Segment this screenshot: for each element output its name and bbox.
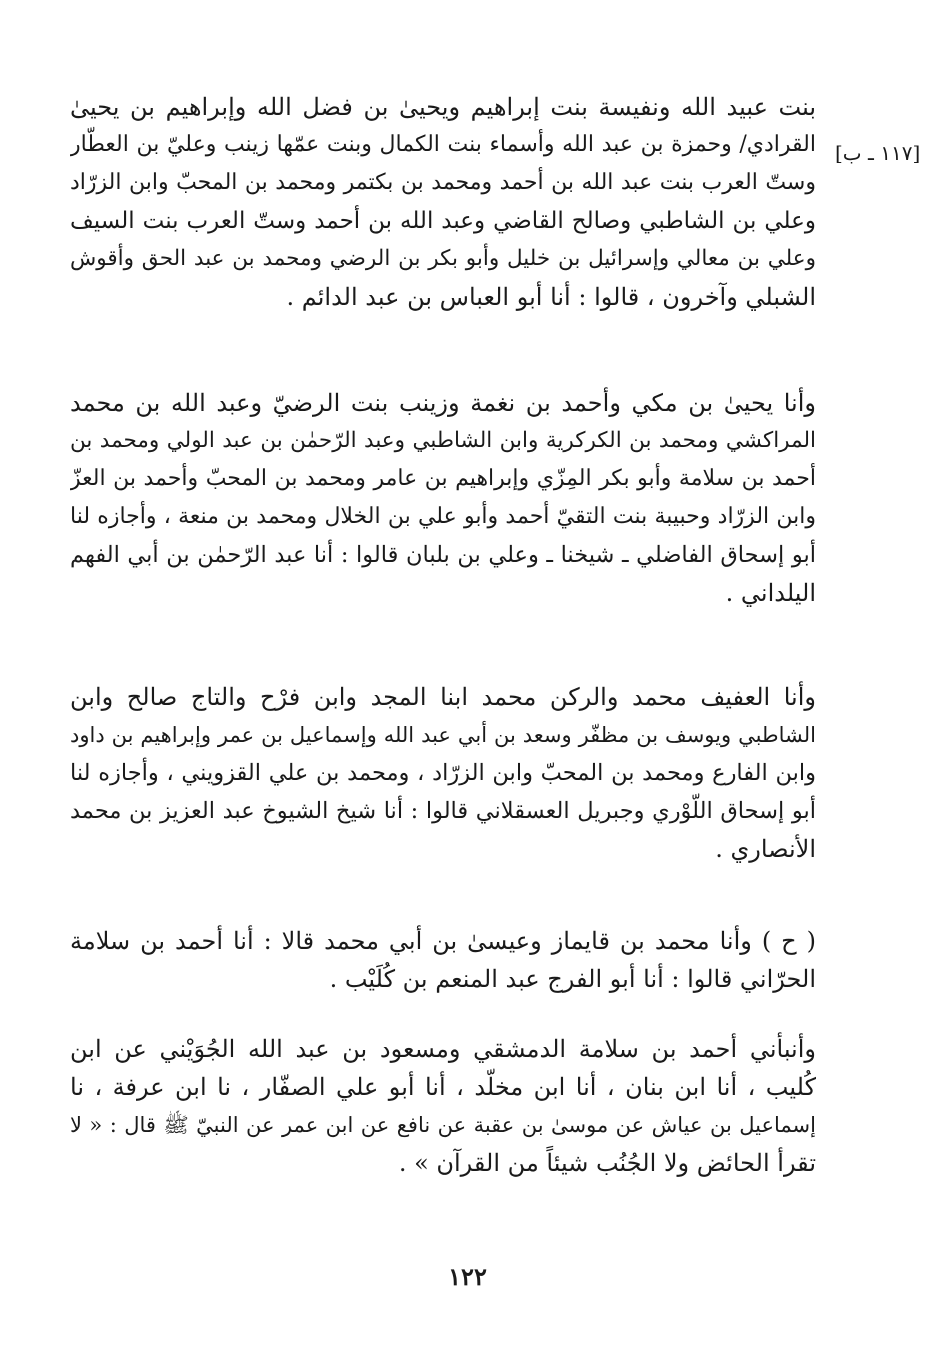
text-line: المراكشي ومحمد بن الكركرية وابن الشاطبي وعبد الرّحمٰن بن عبد الولي ومحمد بن [70,428,816,453]
page-number: ١٢٢ [448,1262,487,1291]
text-line: وستّ العرب بنت عبد الله بن أحمد ومحمد بن بكتمر ومحمد بن المحبّ وابن الزرّاد [70,170,816,195]
text-line: وأنبأني أحمد بن سلامة الدمشقي ومسعود بن عبد الله الجُوَيْني عن ابن [70,1035,816,1063]
text-line: الحرّاني قالوا : أنا أبو الفرج عبد المنعم بن كُلَيْب . [329,965,816,993]
text-line: أبو إسحاق اللّوْري وجبريل العسقلاني قالوا : أنا شيخ الشيوخ عبد العزيز بن محمد [70,798,816,824]
paragraph-3 [70,678,816,868]
text-line: بنت عبيد الله ونفيسة بنت إبراهيم ويحيىٰ بن فضل الله وإبراهيم بن يحيىٰ [70,93,816,121]
text-line: وابن الفارع ومحمد بن المحبّ وابن الزرّاد ، ومحمد بن علي القزويني ، وأجازه لنا [70,760,816,786]
text-line: أحمد بن سلامة وأبو بكر المِزّي وإبراهيم بن عامر ومحمد بن المحبّ وأحمد بن العزّ [70,466,816,491]
text-line: أبو إسحاق الفاضلي ـ شيخنا ـ وعلي بن بلبان قالوا : أنا عبد الرّحمٰن بن أبي الفهم [70,542,816,568]
text-line: كُليب ، أنا ابن بنان ، أنا ابن مخلّد ، أنا أبو علي الصفّار ، نا ابن عرفة ، نا [70,1073,816,1101]
text-line: وابن الزرّاد وحبيبة بنت التقيّ أحمد وأبو علي بن الخلال ومحمد بن منعة ، وأجازه لنا [70,504,816,529]
text-line: وعلي بن الشاطبي وصالح القاضي وعبد الله بن أحمد وستّ العرب بنت السيف [70,208,816,234]
paragraph-4 [70,922,816,998]
paragraph-5 [70,1030,816,1182]
text-line: ( ح ) وأنا محمد بن قايماز وعيسىٰ بن أبي محمد قالا : أنا أحمد بن سلامة [70,927,816,955]
text-line: وأنا العفيف محمد والركن محمد ابنا المجد وابن فرْح والتاج صالح وابن [70,683,816,711]
text-line: وأنا يحيىٰ بن مكي وأحمد بن نغمة وزينب بنت الرضيّ وعبد الله بن محمد [70,389,816,417]
text-line: الشاطبي ويوسف بن مظفّر وسعد بن أبي عبد الله وإسماعيل بن عمر وإبراهيم بن داود [70,723,816,747]
text-line: تقرأ الحائض ولا الجُنُب شيئاً من القرآن » . [398,1149,816,1177]
text-line: وعلي بن معالي وإسرائيل بن خليل وأبو بكر بن الرضي ومحمد بن عبد الحق وأقوش [70,246,816,271]
text-line: الأنصاري . [715,835,816,863]
paragraph-2 [70,384,816,612]
margin-folio-note: [١١٧ ـ ب] [835,141,921,165]
text-line: إسماعيل بن عياش عن موسىٰ بن عقبة عن نافع عن ابن عمر عن النبيّ ﷺ قال : « لا [70,1113,816,1137]
text-line: القرادي/ وحمزة بن عبد الله وأسماء بنت الكمال وبنت عمّها زينب وعليّ بن العطّار [70,132,816,157]
text-line: الشبلي وآخرون ، قالوا : أنا أبو العباس بن عبد الدائم . [286,283,816,311]
paragraph-1 [70,88,816,316]
text-line: اليلداني . [725,579,816,607]
